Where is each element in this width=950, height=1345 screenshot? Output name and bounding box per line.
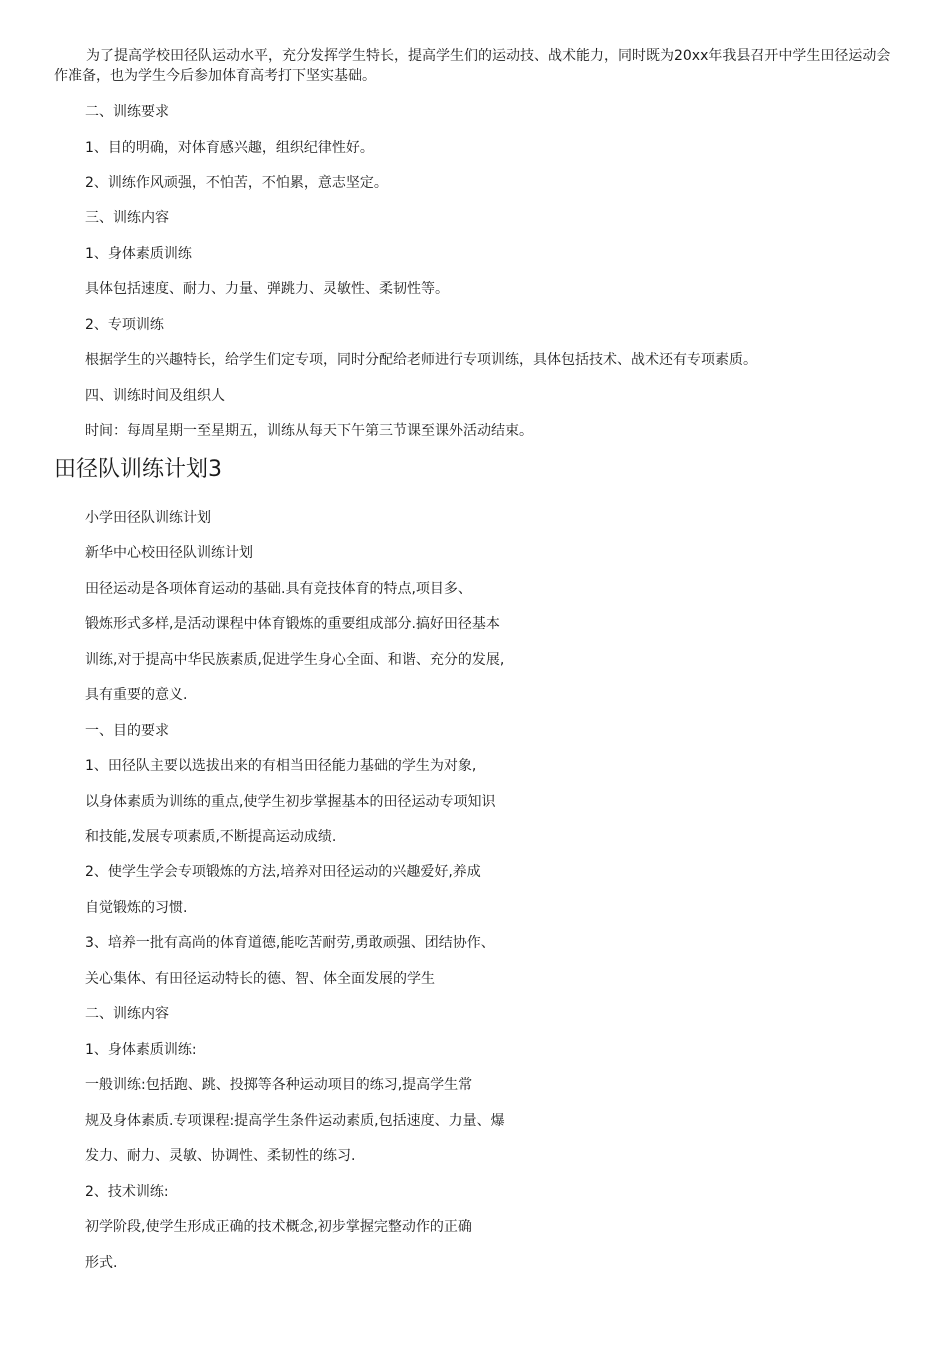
section2-line: 自觉锻炼的习惯. <box>85 900 188 916</box>
section1-line: 四、训练时间及组织人 <box>85 388 225 404</box>
section1-line: 2、训练作风顽强，不怕苦，不怕累，意志坚定。 <box>85 175 388 191</box>
section2-line: 二、训练内容 <box>85 1006 169 1022</box>
section1-line: 1、身体素质训练 <box>85 246 192 262</box>
section1-line: 2、专项训练 <box>85 317 164 333</box>
section2-line: 3、培养一批有高尚的体育道德,能吃苦耐劳,勇敢顽强、团结协作、 <box>85 935 495 951</box>
section1-line: 三、训练内容 <box>85 210 169 226</box>
section1-line: 时间：每周星期一至星期五，训练从每天下午第三节课至课外活动结束。 <box>85 423 533 439</box>
section-heading: 田径队训练计划3 <box>54 457 222 482</box>
section2-line: 锻炼形式多样,是活动课程中体育锻炼的重要组成部分.搞好田径基本 <box>85 616 500 632</box>
section2-line: 一般训练:包括跑、跳、投掷等各种运动项目的练习,提高学生常 <box>85 1077 473 1093</box>
section2-line: 具有重要的意义. <box>85 687 188 703</box>
section2-line: 1、身体素质训练: <box>85 1042 197 1058</box>
section2-line: 形式. <box>85 1255 118 1271</box>
section2-line: 以身体素质为训练的重点,使学生初步掌握基本的田径运动专项知识 <box>85 794 496 810</box>
section2-line: 发力、耐力、灵敏、协调性、柔韧性的练习. <box>85 1148 356 1164</box>
section1-line: 根据学生的兴趣特长，给学生们定专项，同时分配给老师进行专项训练，具体包括技术、战术还有专项素质。 <box>85 352 757 368</box>
section2-line: 初学阶段,使学生形成正确的技术概念,初步掌握完整动作的正确 <box>85 1219 472 1235</box>
section2-line: 和技能,发展专项素质,不断提高运动成绩. <box>85 829 337 845</box>
section2-line: 1、田径队主要以选拔出来的有相当田径能力基础的学生为对象, <box>85 758 477 774</box>
section2-line: 训练,对于提高中华民族素质,促进学生身心全面、和谐、充分的发展, <box>85 652 505 668</box>
section2-line: 2、使学生学会专项锻炼的方法,培养对田径运动的兴趣爱好,养成 <box>85 864 481 880</box>
section2-line: 小学田径队训练计划 <box>85 510 211 526</box>
section2-line: 2、技术训练: <box>85 1184 169 1200</box>
section2-line: 规及身体素质.专项课程:提高学生条件运动素质,包括速度、力量、爆 <box>85 1113 505 1129</box>
section2-line: 新华中心校田径队训练计划 <box>85 545 253 561</box>
section2-line: 一、目的要求 <box>85 723 169 739</box>
intro-paragraph: 为了提高学校田径队运动水平，充分发挥学生特长，提高学生们的运动技、战术能力，同时既为20xx年我县召开中学生田径运动会作准备，也为学生今后参加体育高考打下坚实基础。 <box>54 48 891 84</box>
section2-line: 关心集体、有田径运动特长的德、智、体全面发展的学生 <box>85 971 435 987</box>
section1-line: 1、目的明确，对体育感兴趣，组织纪律性好。 <box>85 140 374 156</box>
section1-line: 具体包括速度、耐力、力量、弹跳力、灵敏性、柔韧性等。 <box>85 281 449 297</box>
section2-line: 田径运动是各项体育运动的基础.具有竞技体育的特点,项目多、 <box>85 581 472 597</box>
section1-line: 二、训练要求 <box>85 104 169 120</box>
